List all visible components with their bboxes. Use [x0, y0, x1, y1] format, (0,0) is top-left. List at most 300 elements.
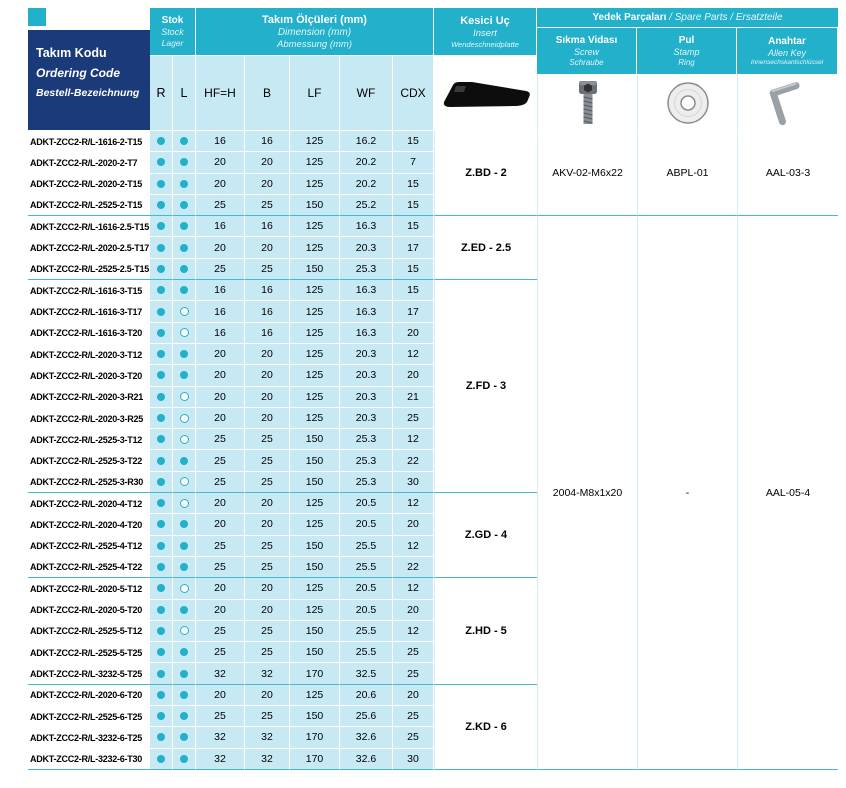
- stock-l-open-dot: [180, 435, 189, 444]
- insert-type-cell: Z.FD - 3: [434, 280, 537, 493]
- spare-parts-title-tr: Yedek Parçaları: [592, 12, 667, 23]
- dim-wf-cell: 25.3: [340, 429, 393, 450]
- dim-hf-cell: 25: [196, 472, 245, 493]
- dim-hf-cell: 25: [196, 621, 245, 642]
- dim-b-cell: 25: [245, 472, 290, 493]
- insert-image-cell: [434, 56, 537, 130]
- stock-r-filled-dot: [157, 244, 165, 252]
- ordering-code-cell: ADKT-ZCC2-R/L-2020-5-T20: [28, 600, 150, 621]
- stock-l-filled-dot: [180, 222, 188, 230]
- stock-r-cell: [150, 706, 173, 727]
- stock-l-cell: [173, 387, 196, 408]
- stock-l-cell: [173, 578, 196, 599]
- dim-b-cell: 25: [245, 706, 290, 727]
- dim-b-cell: 20: [245, 685, 290, 706]
- stock-l-cell: [173, 621, 196, 642]
- dim-lf-cell: 125: [290, 301, 340, 322]
- dim-b-cell: 25: [245, 621, 290, 642]
- dim-hf-cell: 20: [196, 600, 245, 621]
- dim-wf-cell: 20.3: [340, 344, 393, 365]
- insert-title-tr: Kesici Uç: [460, 14, 510, 27]
- ordering-code-cell: ADKT-ZCC2-R/L-1616-3-T17: [28, 301, 150, 322]
- stock-r-cell: [150, 301, 173, 322]
- dim-hf-cell: 20: [196, 493, 245, 514]
- dim-b-cell: 25: [245, 642, 290, 663]
- stock-r-cell: [150, 621, 173, 642]
- stock-l-cell: [173, 280, 196, 301]
- dim-hf-cell: 16: [196, 216, 245, 237]
- stock-r-filled-dot: [157, 606, 165, 614]
- stock-r-cell: [150, 365, 173, 386]
- stock-r-cell: [150, 642, 173, 663]
- allen-key-part-cell: AAL-03-3: [737, 131, 838, 216]
- stock-l-cell: [173, 365, 196, 386]
- stock-r-cell: [150, 237, 173, 258]
- dim-hf-cell: 32: [196, 749, 245, 770]
- stock-l-filled-dot: [180, 137, 188, 145]
- ordering-code-cell: ADKT-ZCC2-R/L-2525-6-T25: [28, 706, 150, 727]
- stock-r-cell: [150, 663, 173, 684]
- spare-parts-title-rest: / Spare Parts / Ersatzteile: [666, 12, 783, 23]
- stock-l-cell: [173, 706, 196, 727]
- stock-l-cell: [173, 323, 196, 344]
- dim-lf-cell: 170: [290, 749, 340, 770]
- stock-l-cell: [173, 408, 196, 429]
- stock-l-open-dot: [180, 584, 189, 593]
- ordering-code-cell: ADKT-ZCC2-R/L-3232-6-T25: [28, 727, 150, 748]
- stock-l-cell: [173, 195, 196, 216]
- stock-l-cell: [173, 493, 196, 514]
- col-header-hf: HF=H: [196, 56, 245, 130]
- dim-cdx-cell: 12: [393, 578, 434, 599]
- ordering-code-cell: ADKT-ZCC2-R/L-2525-3-T12: [28, 429, 150, 450]
- dim-wf-cell: 32.6: [340, 749, 393, 770]
- dim-wf-cell: 16.3: [340, 323, 393, 344]
- washer-column-header: [637, 28, 737, 75]
- stock-r-filled-dot: [157, 563, 165, 571]
- dim-cdx-cell: 22: [393, 450, 434, 471]
- screw-part-cell: AKV-02-M6x22: [537, 131, 637, 216]
- dim-b-cell: 16: [245, 301, 290, 322]
- stock-r-filled-dot: [157, 180, 165, 188]
- stock-l-filled-dot: [180, 733, 188, 741]
- dim-hf-cell: 16: [196, 131, 245, 152]
- dim-cdx-cell: 15: [393, 259, 434, 280]
- insert-header: [434, 8, 537, 56]
- dim-wf-cell: 20.2: [340, 152, 393, 173]
- dim-hf-cell: 20: [196, 578, 245, 599]
- stock-r-cell: [150, 259, 173, 280]
- dim-b-cell: 25: [245, 536, 290, 557]
- dim-cdx-cell: 25: [393, 663, 434, 684]
- dim-cdx-cell: 7: [393, 152, 434, 173]
- ordering-code-cell: ADKT-ZCC2-R/L-2020-3-R21: [28, 387, 150, 408]
- dim-wf-cell: 25.3: [340, 472, 393, 493]
- dim-cdx-cell: 15: [393, 216, 434, 237]
- stock-l-filled-dot: [180, 670, 188, 678]
- dim-hf-cell: 20: [196, 365, 245, 386]
- dimensions-title-tr: Takım Ölçüleri (mm): [262, 13, 367, 26]
- dim-b-cell: 20: [245, 174, 290, 195]
- stock-l-cell: [173, 429, 196, 450]
- dimensions-header: [196, 8, 434, 56]
- dim-cdx-cell: 25: [393, 408, 434, 429]
- stock-l-filled-dot: [180, 158, 188, 166]
- dim-wf-cell: 25.5: [340, 621, 393, 642]
- dim-wf-cell: 25.5: [340, 642, 393, 663]
- dim-lf-cell: 125: [290, 216, 340, 237]
- dim-wf-cell: 25.5: [340, 536, 393, 557]
- dim-wf-cell: 20.5: [340, 514, 393, 535]
- dim-hf-cell: 16: [196, 280, 245, 301]
- ordering-code-cell: ADKT-ZCC2-R/L-1616-2-T15: [28, 131, 150, 152]
- insert-profile-icon: [440, 76, 532, 110]
- dim-cdx-cell: 17: [393, 237, 434, 258]
- dim-lf-cell: 125: [290, 131, 340, 152]
- dim-wf-cell: 20.2: [340, 174, 393, 195]
- dim-wf-cell: 16.3: [340, 216, 393, 237]
- dim-hf-cell: 20: [196, 685, 245, 706]
- ordering-code-cell: ADKT-ZCC2-R/L-3232-5-T25: [28, 663, 150, 684]
- dim-lf-cell: 170: [290, 663, 340, 684]
- dim-hf-cell: 25: [196, 557, 245, 578]
- dim-cdx-cell: 21: [393, 387, 434, 408]
- stock-r-cell: [150, 493, 173, 514]
- dim-wf-cell: 25.3: [340, 450, 393, 471]
- dim-lf-cell: 150: [290, 195, 340, 216]
- allen-key-title-de: Innensechskantschlüssel: [750, 59, 824, 66]
- dim-cdx-cell: 15: [393, 131, 434, 152]
- dim-b-cell: 32: [245, 749, 290, 770]
- stock-l-open-dot: [180, 499, 189, 508]
- dim-wf-cell: 20.5: [340, 493, 393, 514]
- corner-decoration: [28, 8, 46, 26]
- screw-title-en: Screw: [573, 47, 599, 57]
- dim-hf-cell: 20: [196, 514, 245, 535]
- dim-wf-cell: 25.3: [340, 259, 393, 280]
- stock-r-filled-dot: [157, 755, 165, 763]
- ordering-code-cell: ADKT-ZCC2-R/L-2525-5-T25: [28, 642, 150, 663]
- stock-r-filled-dot: [157, 414, 165, 422]
- dim-b-cell: 20: [245, 387, 290, 408]
- stock-r-filled-dot: [157, 478, 165, 486]
- stock-r-filled-dot: [157, 265, 165, 273]
- dim-lf-cell: 125: [290, 493, 340, 514]
- screw-icon: [575, 80, 601, 126]
- dim-cdx-cell: 20: [393, 323, 434, 344]
- washer-icon: [666, 81, 710, 125]
- dim-cdx-cell: 30: [393, 749, 434, 770]
- stock-l-cell: [173, 301, 196, 322]
- stock-l-open-dot: [180, 328, 189, 337]
- dim-cdx-cell: 15: [393, 174, 434, 195]
- ordering-code-cell: ADKT-ZCC2-R/L-2525-2-T15: [28, 195, 150, 216]
- stock-r-cell: [150, 600, 173, 621]
- dim-cdx-cell: 12: [393, 493, 434, 514]
- stock-r-filled-dot: [157, 308, 165, 316]
- dim-lf-cell: 125: [290, 408, 340, 429]
- dim-b-cell: 16: [245, 323, 290, 344]
- col-header-r: R: [150, 56, 173, 130]
- stock-r-cell: [150, 727, 173, 748]
- stock-l-cell: [173, 514, 196, 535]
- stock-r-filled-dot: [157, 648, 165, 656]
- ordering-code-cell: ADKT-ZCC2-R/L-1616-2.5-T15: [28, 216, 150, 237]
- stock-l-cell: [173, 450, 196, 471]
- stock-l-filled-dot: [180, 244, 188, 252]
- dim-cdx-cell: 15: [393, 280, 434, 301]
- dim-lf-cell: 150: [290, 472, 340, 493]
- ordering-code-cell: ADKT-ZCC2-R/L-2020-3-T20: [28, 365, 150, 386]
- dim-cdx-cell: 25: [393, 706, 434, 727]
- stock-r-filled-dot: [157, 627, 165, 635]
- stock-title-tr: Stok: [161, 15, 184, 26]
- stock-l-cell: [173, 642, 196, 663]
- dim-b-cell: 25: [245, 195, 290, 216]
- washer-title-en: Stamp: [673, 47, 700, 57]
- ordering-code-cell: ADKT-ZCC2-R/L-2020-4-T12: [28, 493, 150, 514]
- stock-r-filled-dot: [157, 691, 165, 699]
- dim-b-cell: 20: [245, 152, 290, 173]
- stock-l-filled-dot: [180, 371, 188, 379]
- dim-lf-cell: 125: [290, 323, 340, 344]
- ordering-code-title-de: Bestell-Bezeichnung: [36, 86, 140, 99]
- washer-part-cell: ABPL-01: [637, 131, 737, 216]
- ordering-code-cell: ADKT-ZCC2-R/L-2020-2-T7: [28, 152, 150, 173]
- stock-l-filled-dot: [180, 286, 188, 294]
- dim-b-cell: 16: [245, 131, 290, 152]
- ordering-code-cell: ADKT-ZCC2-R/L-2020-3-T12: [28, 344, 150, 365]
- dim-hf-cell: 25: [196, 195, 245, 216]
- dim-cdx-cell: 25: [393, 727, 434, 748]
- stock-l-cell: [173, 131, 196, 152]
- dim-b-cell: 20: [245, 408, 290, 429]
- stock-l-filled-dot: [180, 542, 188, 550]
- dim-lf-cell: 150: [290, 621, 340, 642]
- dim-lf-cell: 150: [290, 259, 340, 280]
- stock-r-cell: [150, 578, 173, 599]
- dim-lf-cell: 170: [290, 727, 340, 748]
- dim-wf-cell: 16.3: [340, 301, 393, 322]
- dim-wf-cell: 25.6: [340, 706, 393, 727]
- ordering-code-cell: ADKT-ZCC2-R/L-2525-4-T22: [28, 557, 150, 578]
- ordering-code-cell: ADKT-ZCC2-R/L-2525-4-T12: [28, 536, 150, 557]
- stock-r-filled-dot: [157, 435, 165, 443]
- stock-l-open-dot: [180, 477, 189, 486]
- stock-l-cell: [173, 216, 196, 237]
- spare-parts-header: [537, 8, 838, 28]
- stock-r-cell: [150, 514, 173, 535]
- insert-type-cell: Z.BD - 2: [434, 131, 537, 216]
- stock-header: [150, 8, 196, 56]
- ordering-code-cell: ADKT-ZCC2-R/L-2525-2.5-T15: [28, 259, 150, 280]
- ordering-code-cell: ADKT-ZCC2-R/L-2525-3-T22: [28, 450, 150, 471]
- ordering-code-cell: ADKT-ZCC2-R/L-2020-3-R25: [28, 408, 150, 429]
- stock-l-open-dot: [180, 626, 189, 635]
- ordering-code-cell: ADKT-ZCC2-R/L-2020-6-T20: [28, 685, 150, 706]
- dim-wf-cell: 20.3: [340, 387, 393, 408]
- dim-wf-cell: 20.5: [340, 578, 393, 599]
- table-body: [28, 131, 838, 770]
- allen-key-icon-cell: [737, 75, 838, 130]
- stock-r-cell: [150, 557, 173, 578]
- dim-wf-cell: 16.3: [340, 280, 393, 301]
- stock-r-filled-dot: [157, 733, 165, 741]
- stock-l-cell: [173, 536, 196, 557]
- screw-title-tr: Sıkma Vidası: [555, 35, 618, 46]
- dim-cdx-cell: 12: [393, 344, 434, 365]
- stock-r-filled-dot: [157, 457, 165, 465]
- stock-l-cell: [173, 727, 196, 748]
- washer-icon-cell: [637, 75, 737, 130]
- stock-l-cell: [173, 174, 196, 195]
- stock-r-cell: [150, 749, 173, 770]
- dim-cdx-cell: 20: [393, 365, 434, 386]
- stock-l-cell: [173, 344, 196, 365]
- dim-wf-cell: 20.6: [340, 685, 393, 706]
- allen-key-icon: [756, 73, 821, 132]
- stock-r-cell: [150, 195, 173, 216]
- ordering-code-cell: ADKT-ZCC2-R/L-1616-3-T15: [28, 280, 150, 301]
- dim-hf-cell: 20: [196, 174, 245, 195]
- col-header-l: L: [173, 56, 196, 130]
- dim-cdx-cell: 12: [393, 621, 434, 642]
- dim-hf-cell: 25: [196, 642, 245, 663]
- dim-hf-cell: 20: [196, 387, 245, 408]
- stock-l-filled-dot: [180, 350, 188, 358]
- stock-l-filled-dot: [180, 180, 188, 188]
- stock-l-cell: [173, 472, 196, 493]
- stock-r-filled-dot: [157, 222, 165, 230]
- dim-wf-cell: 20.3: [340, 365, 393, 386]
- dim-hf-cell: 32: [196, 663, 245, 684]
- dim-lf-cell: 125: [290, 578, 340, 599]
- dim-lf-cell: 150: [290, 536, 340, 557]
- ordering-code-cell: ADKT-ZCC2-R/L-2525-3-R30: [28, 472, 150, 493]
- stock-l-cell: [173, 749, 196, 770]
- stock-l-filled-dot: [180, 457, 188, 465]
- stock-l-filled-dot: [180, 201, 188, 209]
- stock-r-cell: [150, 536, 173, 557]
- stock-r-filled-dot: [157, 286, 165, 294]
- stock-r-cell: [150, 450, 173, 471]
- dim-b-cell: 20: [245, 514, 290, 535]
- stock-r-filled-dot: [157, 158, 165, 166]
- dim-cdx-cell: 17: [393, 301, 434, 322]
- stock-r-filled-dot: [157, 350, 165, 358]
- stock-l-filled-dot: [180, 265, 188, 273]
- dim-lf-cell: 150: [290, 642, 340, 663]
- dim-b-cell: 25: [245, 429, 290, 450]
- dim-b-cell: 20: [245, 578, 290, 599]
- dim-lf-cell: 150: [290, 450, 340, 471]
- dim-wf-cell: 32.6: [340, 727, 393, 748]
- screw-part-cell: 2004-M8x1x20: [537, 216, 637, 770]
- dim-b-cell: 20: [245, 237, 290, 258]
- stock-r-filled-dot: [157, 393, 165, 401]
- stock-l-filled-dot: [180, 563, 188, 571]
- stock-r-filled-dot: [157, 137, 165, 145]
- stock-r-filled-dot: [157, 371, 165, 379]
- ordering-code-title-en: Ordering Code: [36, 66, 121, 81]
- stock-r-filled-dot: [157, 329, 165, 337]
- col-header-cdx: CDX: [393, 56, 434, 130]
- col-header-lf: LF: [290, 56, 340, 130]
- dim-cdx-cell: 12: [393, 536, 434, 557]
- stock-l-cell: [173, 663, 196, 684]
- dim-hf-cell: 16: [196, 301, 245, 322]
- dim-lf-cell: 125: [290, 514, 340, 535]
- dim-cdx-cell: 20: [393, 685, 434, 706]
- dim-hf-cell: 16: [196, 323, 245, 344]
- dim-wf-cell: 20.3: [340, 237, 393, 258]
- insert-type-cell: Z.ED - 2.5: [434, 216, 537, 280]
- dim-hf-cell: 25: [196, 429, 245, 450]
- dim-lf-cell: 125: [290, 174, 340, 195]
- dim-hf-cell: 20: [196, 408, 245, 429]
- ordering-code-cell: ADKT-ZCC2-R/L-2525-5-T12: [28, 621, 150, 642]
- allen-key-column-header: [737, 28, 838, 75]
- stock-r-filled-dot: [157, 584, 165, 592]
- stock-r-filled-dot: [157, 712, 165, 720]
- dim-b-cell: 20: [245, 344, 290, 365]
- dim-hf-cell: 25: [196, 259, 245, 280]
- stock-l-cell: [173, 152, 196, 173]
- dim-b-cell: 16: [245, 280, 290, 301]
- dimensions-title-en: Dimension (mm): [277, 26, 352, 38]
- insert-type-cell: Z.GD - 4: [434, 493, 537, 578]
- stock-r-cell: [150, 685, 173, 706]
- stock-l-filled-dot: [180, 691, 188, 699]
- dim-cdx-cell: 20: [393, 514, 434, 535]
- dim-hf-cell: 20: [196, 237, 245, 258]
- stock-r-filled-dot: [157, 520, 165, 528]
- dim-lf-cell: 125: [290, 387, 340, 408]
- ordering-code-cell: ADKT-ZCC2-R/L-2020-2-T15: [28, 174, 150, 195]
- stock-l-filled-dot: [180, 648, 188, 656]
- dim-wf-cell: 16.2: [340, 131, 393, 152]
- dim-wf-cell: 25.2: [340, 195, 393, 216]
- dim-b-cell: 32: [245, 727, 290, 748]
- dim-lf-cell: 125: [290, 280, 340, 301]
- stock-l-open-dot: [180, 307, 189, 316]
- dim-lf-cell: 125: [290, 237, 340, 258]
- washer-part-cell: -: [637, 216, 737, 770]
- insert-type-cell: Z.KD - 6: [434, 685, 537, 770]
- dim-b-cell: 16: [245, 216, 290, 237]
- dim-lf-cell: 150: [290, 706, 340, 727]
- ordering-code-cell: ADKT-ZCC2-R/L-2020-2.5-T17: [28, 237, 150, 258]
- dim-cdx-cell: 12: [393, 429, 434, 450]
- stock-r-cell: [150, 408, 173, 429]
- stock-r-filled-dot: [157, 670, 165, 678]
- dim-b-cell: 20: [245, 365, 290, 386]
- dim-hf-cell: 20: [196, 344, 245, 365]
- dim-lf-cell: 125: [290, 685, 340, 706]
- dim-hf-cell: 25: [196, 536, 245, 557]
- stock-r-filled-dot: [157, 201, 165, 209]
- dim-b-cell: 20: [245, 600, 290, 621]
- dim-hf-cell: 25: [196, 450, 245, 471]
- stock-r-cell: [150, 280, 173, 301]
- stock-l-open-dot: [180, 414, 189, 423]
- washer-title-de: Ring: [678, 58, 695, 67]
- screw-column-header: [537, 28, 637, 75]
- stock-l-cell: [173, 237, 196, 258]
- ordering-code-cell: ADKT-ZCC2-R/L-3232-6-T30: [28, 749, 150, 770]
- dim-b-cell: 25: [245, 450, 290, 471]
- stock-r-filled-dot: [157, 542, 165, 550]
